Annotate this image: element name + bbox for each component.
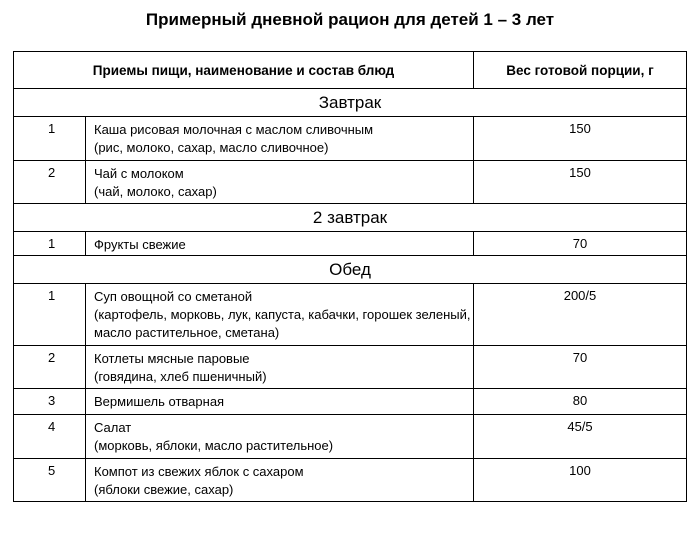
dish-cell [86, 161, 474, 204]
dish-name: Котлеты мясные паровые [94, 351, 250, 366]
row-number: 2 [14, 161, 86, 204]
dish-weight: 100 [474, 459, 687, 502]
dish-weight: 70 [474, 232, 687, 256]
dish-cell [86, 117, 474, 161]
dish-name: Компот из свежих яблок с сахаром [94, 464, 304, 479]
dish-composition: (чай, молоко, сахар) [94, 184, 217, 199]
dish-weight: 70 [474, 346, 687, 389]
dish-cell [86, 346, 474, 389]
dish-name: Суп овощной со сметаной [94, 289, 253, 304]
table-row [14, 459, 687, 502]
ration-table [13, 51, 687, 502]
table-row [14, 346, 687, 389]
table-row [14, 117, 687, 161]
page-title: Примерный дневной рацион для детей 1 – 3 лет [145, 10, 555, 29]
dish-weight: 150 [474, 117, 687, 161]
table-row [14, 415, 687, 459]
dish-name: Фрукты свежие [94, 237, 186, 252]
dish-composition: (яблоки свежие, сахар) [94, 482, 234, 497]
row-number: 3 [14, 389, 86, 415]
dish-weight: 45/5 [474, 415, 687, 459]
row-number: 1 [14, 284, 86, 346]
section-row-second-breakfast [14, 204, 687, 232]
header-dishes: Приемы пищи, наименование и состав блюд [14, 52, 474, 89]
dish-composition: (рис, молоко, сахар, масло сливочное) [94, 140, 329, 155]
row-number: 1 [14, 232, 86, 256]
row-number: 4 [14, 415, 86, 459]
dish-weight: 200/5 [474, 284, 687, 346]
table-row [14, 161, 687, 204]
table-header-row [14, 52, 687, 89]
dish-name: Чай с молоком [94, 166, 184, 181]
header-weight: Вес готовой порции, г [474, 52, 687, 89]
dish-name: Вермишель отварная [94, 394, 225, 409]
section-title-lunch: Обед [14, 256, 687, 284]
dish-cell [86, 284, 474, 346]
dish-composition: (картофель, морковь, лук, капуста, кабачки, горошек зеленый, масло растительное, сметана) [94, 307, 471, 340]
section-row-breakfast [14, 89, 687, 117]
row-number: 2 [14, 346, 86, 389]
table-row [14, 232, 687, 256]
section-title-second-breakfast: 2 завтрак [14, 204, 687, 232]
dish-composition: (говядина, хлеб пшеничный) [94, 369, 267, 384]
dish-cell [86, 232, 474, 256]
dish-name: Каша рисовая молочная с маслом сливочным [94, 122, 374, 137]
table-row [14, 389, 687, 415]
dish-cell [86, 459, 474, 502]
dish-weight: 80 [474, 389, 687, 415]
section-row-lunch [14, 256, 687, 284]
dish-cell [86, 389, 474, 415]
section-title-breakfast: Завтрак [14, 89, 687, 117]
table-row [14, 284, 687, 346]
dish-weight: 150 [474, 161, 687, 204]
row-number: 1 [14, 117, 86, 161]
dish-name: Салат [94, 420, 132, 435]
dish-composition: (морковь, яблоки, масло растительное) [94, 438, 334, 453]
dish-cell [86, 415, 474, 459]
row-number: 5 [14, 459, 86, 502]
